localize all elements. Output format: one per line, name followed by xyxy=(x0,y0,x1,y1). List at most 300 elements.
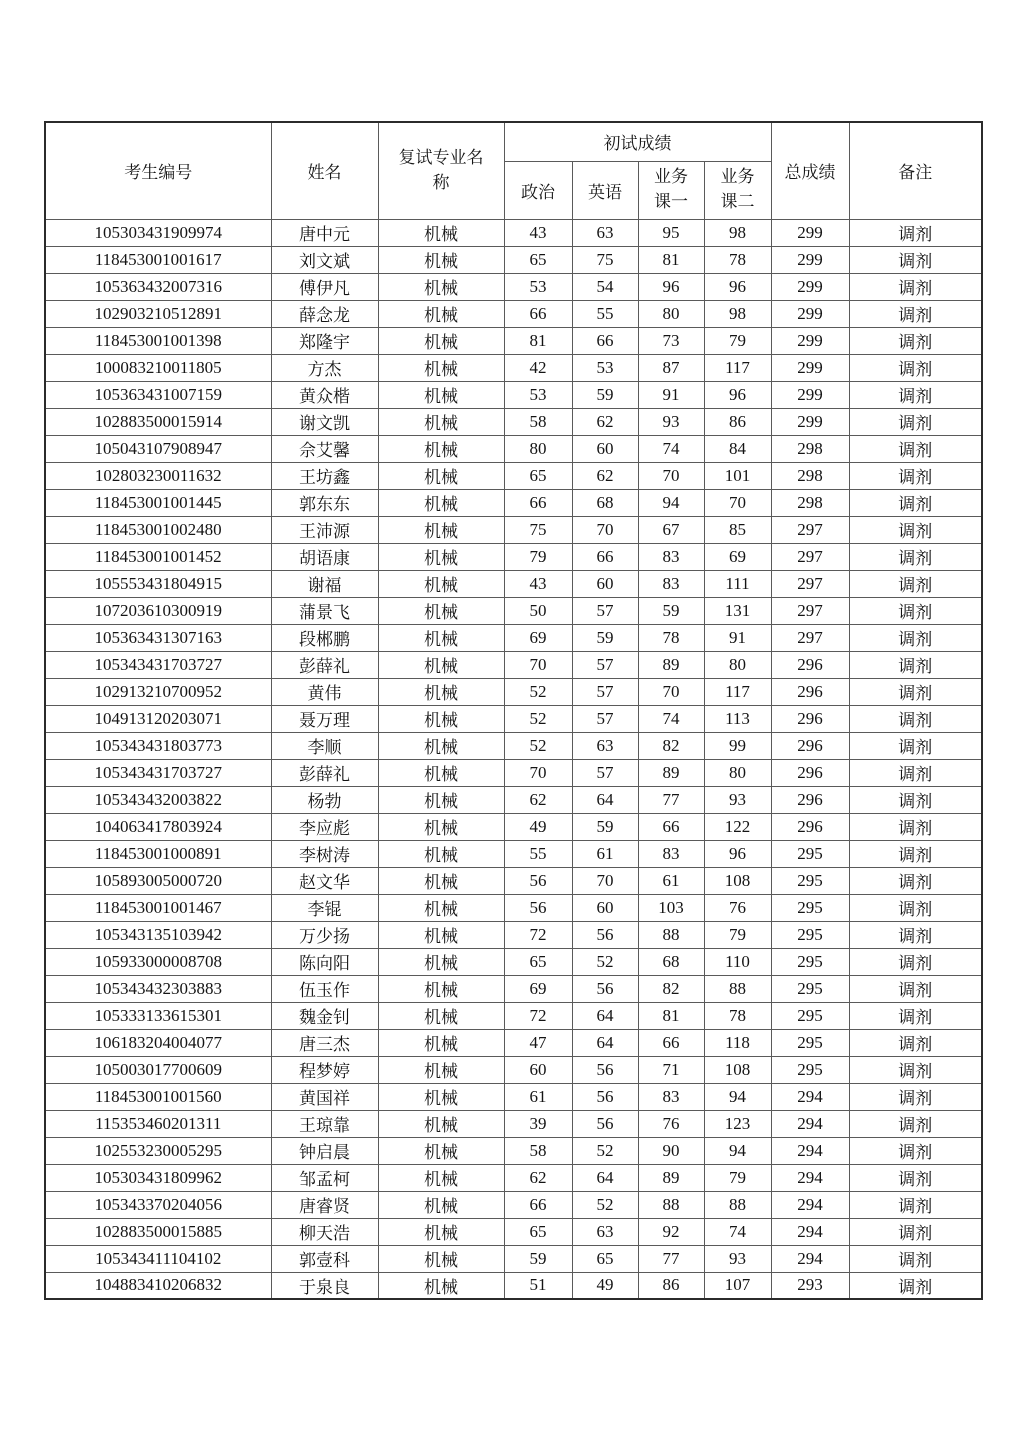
cell-remarks: 调剂 xyxy=(849,624,982,651)
cell-course1: 74 xyxy=(638,435,704,462)
header-course1-label: 业务课一 xyxy=(654,167,688,211)
cell-name: 薛念龙 xyxy=(271,300,378,327)
cell-english: 56 xyxy=(572,1083,638,1110)
cell-remarks: 调剂 xyxy=(849,219,982,246)
cell-course1: 81 xyxy=(638,1002,704,1029)
cell-course1: 89 xyxy=(638,759,704,786)
cell-retest-major: 机械 xyxy=(378,435,504,462)
cell-name: 傅伊凡 xyxy=(271,273,378,300)
cell-course2: 80 xyxy=(704,651,771,678)
cell-politics: 56 xyxy=(504,894,572,921)
cell-total-score: 294 xyxy=(771,1083,849,1110)
cell-english: 57 xyxy=(572,597,638,624)
cell-name: 李应彪 xyxy=(271,813,378,840)
cell-name: 王坊鑫 xyxy=(271,462,378,489)
cell-candidate-id: 105343431703727 xyxy=(45,759,271,786)
cell-english: 63 xyxy=(572,732,638,759)
cell-course1: 80 xyxy=(638,300,704,327)
cell-candidate-id: 107203610300919 xyxy=(45,597,271,624)
cell-name: 郭壹科 xyxy=(271,1245,378,1272)
cell-candidate-id: 118453001001467 xyxy=(45,894,271,921)
cell-remarks: 调剂 xyxy=(849,435,982,462)
cell-course2: 117 xyxy=(704,678,771,705)
cell-retest-major: 机械 xyxy=(378,327,504,354)
cell-politics: 51 xyxy=(504,1272,572,1299)
table-row xyxy=(45,840,982,867)
cell-english: 64 xyxy=(572,1164,638,1191)
cell-retest-major: 机械 xyxy=(378,1164,504,1191)
cell-remarks: 调剂 xyxy=(849,678,982,705)
cell-politics: 49 xyxy=(504,813,572,840)
cell-english: 60 xyxy=(572,894,638,921)
cell-remarks: 调剂 xyxy=(849,1083,982,1110)
cell-remarks: 调剂 xyxy=(849,273,982,300)
cell-retest-major: 机械 xyxy=(378,246,504,273)
cell-candidate-id: 104913120203071 xyxy=(45,705,271,732)
cell-remarks: 调剂 xyxy=(849,732,982,759)
cell-politics: 50 xyxy=(504,597,572,624)
cell-course1: 83 xyxy=(638,1083,704,1110)
cell-remarks: 调剂 xyxy=(849,867,982,894)
cell-course1: 76 xyxy=(638,1110,704,1137)
cell-retest-major: 机械 xyxy=(378,1245,504,1272)
cell-total-score: 296 xyxy=(771,759,849,786)
cell-course1: 70 xyxy=(638,462,704,489)
cell-course1: 74 xyxy=(638,705,704,732)
cell-remarks: 调剂 xyxy=(849,1029,982,1056)
cell-course1: 77 xyxy=(638,786,704,813)
cell-english: 66 xyxy=(572,543,638,570)
cell-remarks: 调剂 xyxy=(849,408,982,435)
cell-name: 蒲景飞 xyxy=(271,597,378,624)
cell-politics: 66 xyxy=(504,1191,572,1218)
cell-total-score: 295 xyxy=(771,867,849,894)
cell-english: 57 xyxy=(572,651,638,678)
cell-politics: 58 xyxy=(504,408,572,435)
cell-name: 杨勃 xyxy=(271,786,378,813)
cell-english: 56 xyxy=(572,1056,638,1083)
cell-english: 55 xyxy=(572,300,638,327)
table-body xyxy=(45,219,982,1299)
cell-name: 王沛源 xyxy=(271,516,378,543)
cell-candidate-id: 118453001001398 xyxy=(45,327,271,354)
table-row xyxy=(45,678,982,705)
cell-retest-major: 机械 xyxy=(378,948,504,975)
cell-course1: 61 xyxy=(638,867,704,894)
cell-course1: 89 xyxy=(638,1164,704,1191)
cell-politics: 65 xyxy=(504,246,572,273)
cell-candidate-id: 105333133615301 xyxy=(45,1002,271,1029)
cell-politics: 70 xyxy=(504,759,572,786)
cell-candidate-id: 118453001001617 xyxy=(45,246,271,273)
cell-course2: 88 xyxy=(704,1191,771,1218)
cell-name: 段郴鹏 xyxy=(271,624,378,651)
cell-candidate-id: 105553431804915 xyxy=(45,570,271,597)
cell-remarks: 调剂 xyxy=(849,570,982,597)
cell-candidate-id: 118453001002480 xyxy=(45,516,271,543)
cell-total-score: 297 xyxy=(771,597,849,624)
cell-english: 59 xyxy=(572,381,638,408)
cell-retest-major: 机械 xyxy=(378,1272,504,1299)
cell-course2: 94 xyxy=(704,1083,771,1110)
cell-name: 彭薛礼 xyxy=(271,759,378,786)
cell-name: 彭薛礼 xyxy=(271,651,378,678)
cell-name: 钟启晨 xyxy=(271,1137,378,1164)
cell-politics: 55 xyxy=(504,840,572,867)
cell-name: 唐中元 xyxy=(271,219,378,246)
cell-total-score: 294 xyxy=(771,1218,849,1245)
cell-candidate-id: 105343431703727 xyxy=(45,651,271,678)
cell-politics: 69 xyxy=(504,975,572,1002)
cell-course2: 78 xyxy=(704,246,771,273)
cell-course2: 79 xyxy=(704,921,771,948)
cell-retest-major: 机械 xyxy=(378,678,504,705)
table-row xyxy=(45,624,982,651)
cell-course1: 83 xyxy=(638,543,704,570)
cell-candidate-id: 106183204004077 xyxy=(45,1029,271,1056)
cell-course1: 82 xyxy=(638,975,704,1002)
cell-candidate-id: 105303431809962 xyxy=(45,1164,271,1191)
cell-course2: 88 xyxy=(704,975,771,1002)
cell-retest-major: 机械 xyxy=(378,1002,504,1029)
cell-total-score: 297 xyxy=(771,624,849,651)
cell-course1: 87 xyxy=(638,354,704,381)
cell-course2: 93 xyxy=(704,1245,771,1272)
cell-english: 57 xyxy=(572,759,638,786)
cell-course1: 91 xyxy=(638,381,704,408)
cell-remarks: 调剂 xyxy=(849,786,982,813)
cell-retest-major: 机械 xyxy=(378,219,504,246)
cell-candidate-id: 105003017700609 xyxy=(45,1056,271,1083)
cell-name: 程梦婷 xyxy=(271,1056,378,1083)
cell-remarks: 调剂 xyxy=(849,894,982,921)
cell-remarks: 调剂 xyxy=(849,327,982,354)
cell-politics: 42 xyxy=(504,354,572,381)
table-row xyxy=(45,1029,982,1056)
header-politics: 政治 xyxy=(504,161,572,219)
cell-course1: 71 xyxy=(638,1056,704,1083)
cell-candidate-id: 105343432303883 xyxy=(45,975,271,1002)
cell-name: 李顺 xyxy=(271,732,378,759)
cell-name: 黄伟 xyxy=(271,678,378,705)
table-row xyxy=(45,246,982,273)
header-course1 xyxy=(638,161,704,219)
cell-course1: 83 xyxy=(638,570,704,597)
table-row xyxy=(45,732,982,759)
cell-name: 谢文凯 xyxy=(271,408,378,435)
cell-english: 75 xyxy=(572,246,638,273)
cell-retest-major: 机械 xyxy=(378,354,504,381)
cell-total-score: 296 xyxy=(771,786,849,813)
table-row xyxy=(45,1137,982,1164)
cell-english: 70 xyxy=(572,867,638,894)
cell-course1: 90 xyxy=(638,1137,704,1164)
cell-name: 唐三杰 xyxy=(271,1029,378,1056)
cell-course2: 74 xyxy=(704,1218,771,1245)
cell-total-score: 296 xyxy=(771,813,849,840)
cell-retest-major: 机械 xyxy=(378,759,504,786)
cell-candidate-id: 102883500015914 xyxy=(45,408,271,435)
cell-total-score: 297 xyxy=(771,570,849,597)
cell-course2: 111 xyxy=(704,570,771,597)
cell-total-score: 299 xyxy=(771,273,849,300)
cell-course2: 98 xyxy=(704,300,771,327)
cell-remarks: 调剂 xyxy=(849,354,982,381)
table-row xyxy=(45,354,982,381)
table-row xyxy=(45,273,982,300)
cell-total-score: 299 xyxy=(771,327,849,354)
cell-english: 59 xyxy=(572,813,638,840)
table-row xyxy=(45,381,982,408)
cell-course2: 110 xyxy=(704,948,771,975)
cell-retest-major: 机械 xyxy=(378,381,504,408)
header-course2-label: 业务课二 xyxy=(720,167,755,211)
cell-candidate-id: 105363431307163 xyxy=(45,624,271,651)
cell-name: 万少扬 xyxy=(271,921,378,948)
cell-course1: 78 xyxy=(638,624,704,651)
cell-course1: 77 xyxy=(638,1245,704,1272)
cell-politics: 61 xyxy=(504,1083,572,1110)
cell-english: 59 xyxy=(572,624,638,651)
table-row xyxy=(45,921,982,948)
cell-english: 56 xyxy=(572,1110,638,1137)
cell-course1: 73 xyxy=(638,327,704,354)
cell-remarks: 调剂 xyxy=(849,1245,982,1272)
cell-total-score: 295 xyxy=(771,840,849,867)
cell-remarks: 调剂 xyxy=(849,840,982,867)
table-row xyxy=(45,705,982,732)
cell-remarks: 调剂 xyxy=(849,516,982,543)
cell-candidate-id: 102913210700952 xyxy=(45,678,271,705)
cell-name: 黄国祥 xyxy=(271,1083,378,1110)
cell-course1: 89 xyxy=(638,651,704,678)
cell-total-score: 298 xyxy=(771,489,849,516)
cell-course2: 85 xyxy=(704,516,771,543)
cell-candidate-id: 105363431007159 xyxy=(45,381,271,408)
cell-remarks: 调剂 xyxy=(849,651,982,678)
cell-candidate-id: 118453001000891 xyxy=(45,840,271,867)
cell-english: 61 xyxy=(572,840,638,867)
cell-politics: 81 xyxy=(504,327,572,354)
table-row xyxy=(45,1164,982,1191)
cell-course2: 96 xyxy=(704,273,771,300)
cell-remarks: 调剂 xyxy=(849,705,982,732)
cell-remarks: 调剂 xyxy=(849,246,982,273)
cell-name: 方杰 xyxy=(271,354,378,381)
table-row xyxy=(45,570,982,597)
admission-scores-table xyxy=(44,121,983,1300)
cell-course1: 95 xyxy=(638,219,704,246)
cell-course2: 78 xyxy=(704,1002,771,1029)
table-row xyxy=(45,219,982,246)
cell-politics: 75 xyxy=(504,516,572,543)
cell-name: 赵文华 xyxy=(271,867,378,894)
cell-politics: 72 xyxy=(504,1002,572,1029)
cell-english: 63 xyxy=(572,219,638,246)
cell-politics: 65 xyxy=(504,1218,572,1245)
cell-remarks: 调剂 xyxy=(849,300,982,327)
cell-remarks: 调剂 xyxy=(849,1164,982,1191)
cell-course2: 113 xyxy=(704,705,771,732)
cell-total-score: 294 xyxy=(771,1137,849,1164)
cell-candidate-id: 102903210512891 xyxy=(45,300,271,327)
cell-retest-major: 机械 xyxy=(378,1110,504,1137)
cell-candidate-id: 104063417803924 xyxy=(45,813,271,840)
cell-politics: 65 xyxy=(504,948,572,975)
cell-retest-major: 机械 xyxy=(378,894,504,921)
cell-retest-major: 机械 xyxy=(378,597,504,624)
cell-name: 邹孟柯 xyxy=(271,1164,378,1191)
cell-english: 56 xyxy=(572,921,638,948)
table-row xyxy=(45,813,982,840)
cell-course2: 123 xyxy=(704,1110,771,1137)
table-header xyxy=(45,122,982,219)
cell-politics: 53 xyxy=(504,381,572,408)
table-row xyxy=(45,300,982,327)
cell-remarks: 调剂 xyxy=(849,462,982,489)
cell-total-score: 296 xyxy=(771,732,849,759)
cell-retest-major: 机械 xyxy=(378,543,504,570)
cell-total-score: 295 xyxy=(771,1029,849,1056)
table-row xyxy=(45,462,982,489)
cell-candidate-id: 105343135103942 xyxy=(45,921,271,948)
cell-total-score: 299 xyxy=(771,381,849,408)
cell-retest-major: 机械 xyxy=(378,1218,504,1245)
header-english: 英语 xyxy=(572,161,638,219)
cell-total-score: 294 xyxy=(771,1245,849,1272)
cell-name: 郑隆宇 xyxy=(271,327,378,354)
cell-candidate-id: 105343432003822 xyxy=(45,786,271,813)
cell-candidate-id: 118453001001445 xyxy=(45,489,271,516)
table-row xyxy=(45,543,982,570)
cell-english: 57 xyxy=(572,705,638,732)
cell-course2: 98 xyxy=(704,219,771,246)
cell-english: 53 xyxy=(572,354,638,381)
cell-retest-major: 机械 xyxy=(378,732,504,759)
cell-total-score: 299 xyxy=(771,408,849,435)
cell-name: 刘文斌 xyxy=(271,246,378,273)
table-row xyxy=(45,948,982,975)
cell-remarks: 调剂 xyxy=(849,1218,982,1245)
cell-course2: 70 xyxy=(704,489,771,516)
cell-course2: 96 xyxy=(704,840,771,867)
cell-course1: 81 xyxy=(638,246,704,273)
cell-english: 62 xyxy=(572,408,638,435)
cell-total-score: 294 xyxy=(771,1164,849,1191)
cell-remarks: 调剂 xyxy=(849,975,982,1002)
cell-remarks: 调剂 xyxy=(849,1056,982,1083)
cell-english: 64 xyxy=(572,1002,638,1029)
table-row xyxy=(45,975,982,1002)
table-row xyxy=(45,435,982,462)
cell-candidate-id: 105363432007316 xyxy=(45,273,271,300)
cell-total-score: 293 xyxy=(771,1272,849,1299)
cell-total-score: 295 xyxy=(771,1002,849,1029)
cell-candidate-id: 105303431909974 xyxy=(45,219,271,246)
cell-name: 柳天浩 xyxy=(271,1218,378,1245)
cell-name: 陈向阳 xyxy=(271,948,378,975)
cell-candidate-id: 104883410206832 xyxy=(45,1272,271,1299)
table-row xyxy=(45,1083,982,1110)
cell-candidate-id: 102803230011632 xyxy=(45,462,271,489)
cell-politics: 79 xyxy=(504,543,572,570)
cell-course2: 108 xyxy=(704,867,771,894)
cell-retest-major: 机械 xyxy=(378,300,504,327)
table-row xyxy=(45,489,982,516)
cell-course1: 67 xyxy=(638,516,704,543)
cell-course1: 68 xyxy=(638,948,704,975)
cell-course1: 88 xyxy=(638,921,704,948)
cell-course2: 93 xyxy=(704,786,771,813)
cell-total-score: 295 xyxy=(771,894,849,921)
cell-retest-major: 机械 xyxy=(378,462,504,489)
cell-retest-major: 机械 xyxy=(378,1191,504,1218)
cell-candidate-id: 105043107908947 xyxy=(45,435,271,462)
cell-course1: 92 xyxy=(638,1218,704,1245)
cell-candidate-id: 102883500015885 xyxy=(45,1218,271,1245)
cell-retest-major: 机械 xyxy=(378,489,504,516)
cell-retest-major: 机械 xyxy=(378,813,504,840)
cell-course2: 96 xyxy=(704,381,771,408)
table-row xyxy=(45,408,982,435)
cell-name: 于泉良 xyxy=(271,1272,378,1299)
cell-name: 魏金钊 xyxy=(271,1002,378,1029)
cell-retest-major: 机械 xyxy=(378,570,504,597)
cell-remarks: 调剂 xyxy=(849,1110,982,1137)
header-initial-scores-group: 初试成绩 xyxy=(504,122,771,161)
cell-politics: 56 xyxy=(504,867,572,894)
cell-course2: 91 xyxy=(704,624,771,651)
cell-total-score: 298 xyxy=(771,462,849,489)
cell-course1: 96 xyxy=(638,273,704,300)
cell-total-score: 295 xyxy=(771,921,849,948)
cell-course2: 101 xyxy=(704,462,771,489)
cell-candidate-id: 105933000008708 xyxy=(45,948,271,975)
table-row xyxy=(45,894,982,921)
cell-course2: 131 xyxy=(704,597,771,624)
cell-name: 郭东东 xyxy=(271,489,378,516)
cell-total-score: 299 xyxy=(771,354,849,381)
table-row xyxy=(45,1218,982,1245)
cell-total-score: 297 xyxy=(771,543,849,570)
cell-course2: 69 xyxy=(704,543,771,570)
cell-english: 70 xyxy=(572,516,638,543)
cell-retest-major: 机械 xyxy=(378,516,504,543)
cell-course2: 99 xyxy=(704,732,771,759)
cell-politics: 80 xyxy=(504,435,572,462)
cell-candidate-id: 115353460201311 xyxy=(45,1110,271,1137)
cell-retest-major: 机械 xyxy=(378,705,504,732)
cell-politics: 72 xyxy=(504,921,572,948)
cell-english: 68 xyxy=(572,489,638,516)
cell-course1: 59 xyxy=(638,597,704,624)
cell-course1: 83 xyxy=(638,840,704,867)
cell-english: 52 xyxy=(572,948,638,975)
cell-remarks: 调剂 xyxy=(849,543,982,570)
cell-course2: 94 xyxy=(704,1137,771,1164)
cell-politics: 69 xyxy=(504,624,572,651)
cell-course1: 86 xyxy=(638,1272,704,1299)
table-row xyxy=(45,1002,982,1029)
cell-total-score: 294 xyxy=(771,1191,849,1218)
table-row xyxy=(45,786,982,813)
cell-candidate-id: 118453001001452 xyxy=(45,543,271,570)
cell-remarks: 调剂 xyxy=(849,1002,982,1029)
cell-candidate-id: 105343370204056 xyxy=(45,1191,271,1218)
cell-politics: 62 xyxy=(504,1164,572,1191)
cell-course1: 93 xyxy=(638,408,704,435)
cell-course1: 66 xyxy=(638,813,704,840)
